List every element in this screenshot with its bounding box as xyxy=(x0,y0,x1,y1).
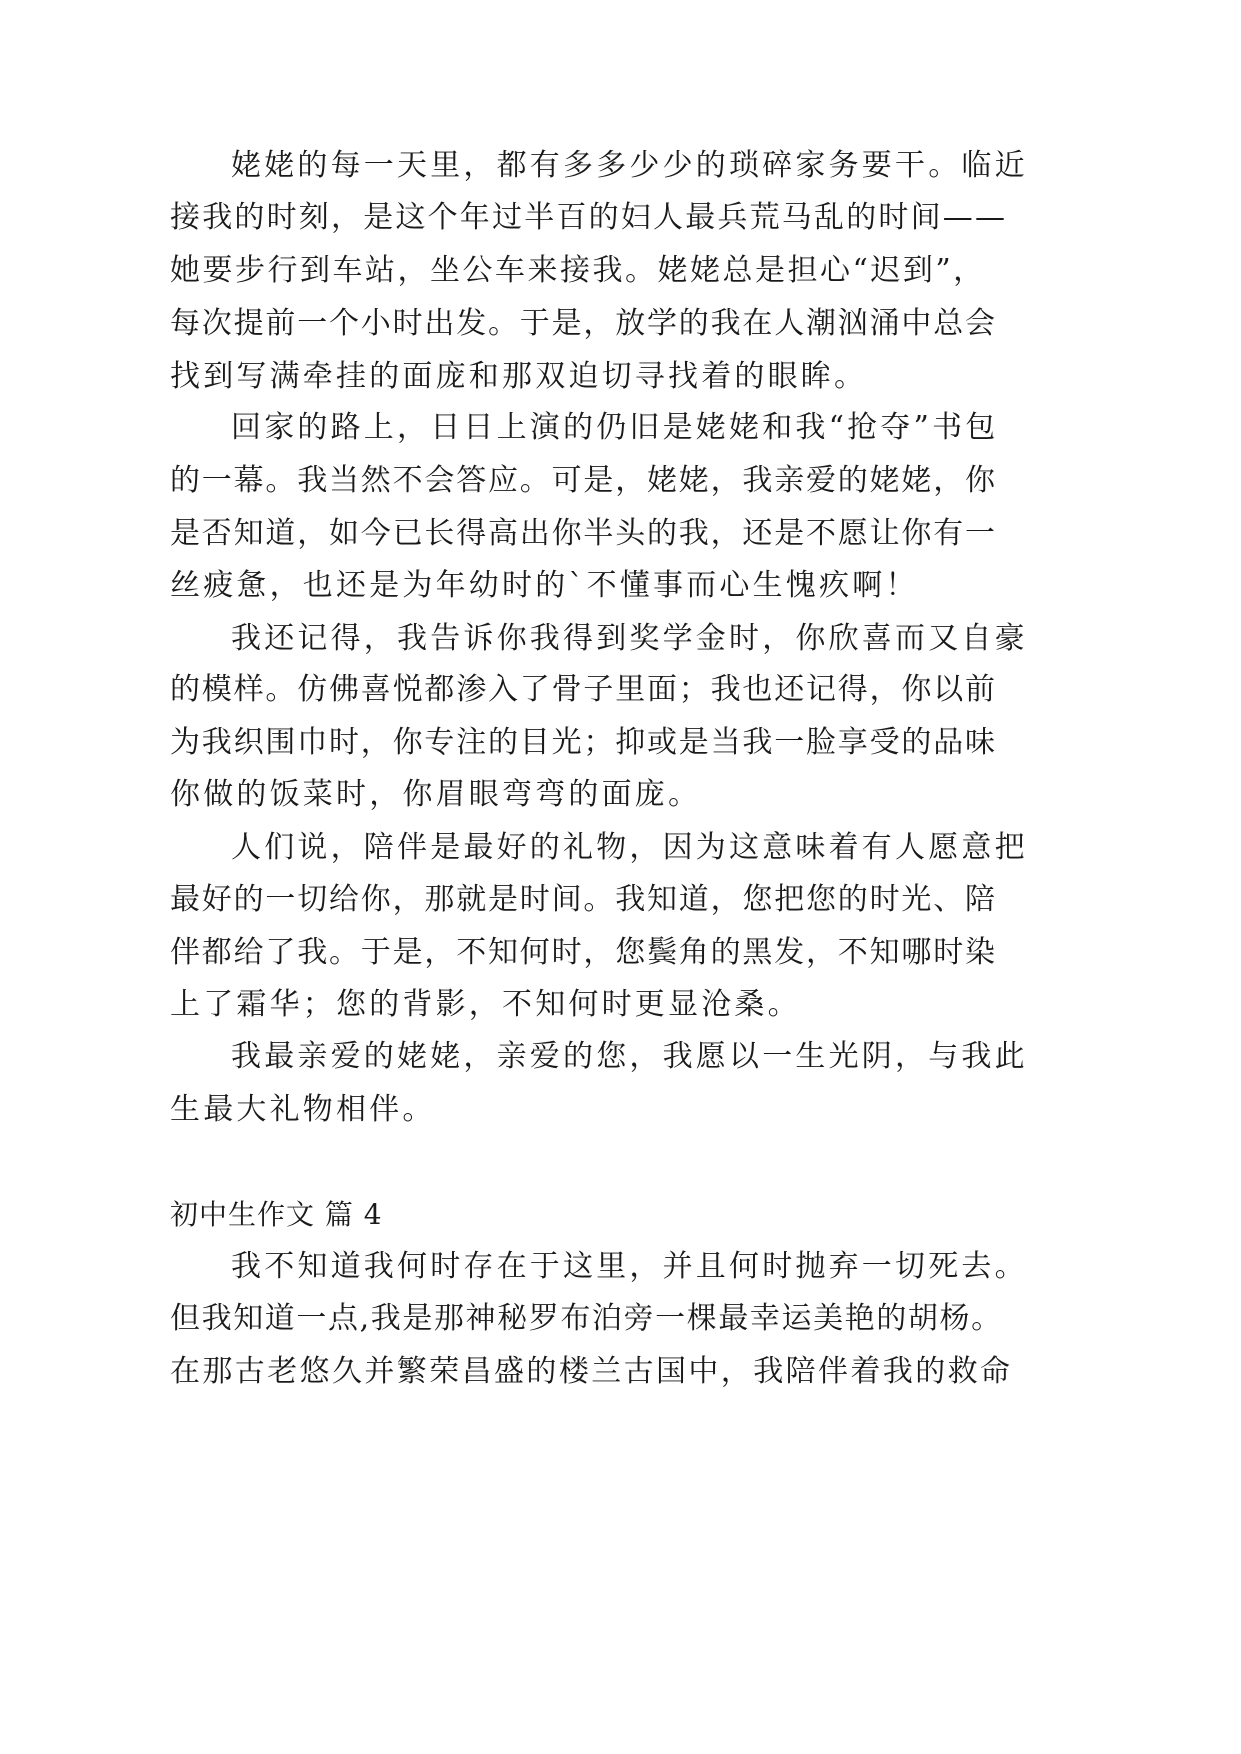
section-heading: 初中生作文 篇 4 xyxy=(170,1198,383,1231)
paragraph-1-line-4: 每次提前一个小时出发。于是，放学的我在人潮汹涌中总会 xyxy=(170,306,997,341)
paragraph-1-line-3: 她要步行到车站，坐公车来接我。姥姥总是担心“迟到”， xyxy=(170,253,986,288)
paragraph-3-line-2: 的模样。仿佛喜悦都渗入了骨子里面；我也还记得，你以前 xyxy=(170,672,997,707)
paragraph-4-line-4: 上了霜华；您的背影，不知何时更显沧桑。 xyxy=(170,987,801,1022)
paragraph-1-line-2: 接我的时刻，是这个年过半百的妇人最兵荒马乱的时间—— xyxy=(170,200,1008,235)
paragraph-2-line-1: 回家的路上，日日上演的仍旧是姥姥和我“抢夺”书包 xyxy=(231,410,999,445)
paragraph-2-line-4: 丝疲惫，也还是为年幼时的`不懂事而心生愧疚啊！ xyxy=(170,568,919,603)
section-paragraph-line-1: 我不知道我何时存在于这里，并且何时抛弃一切死去。 xyxy=(231,1249,1028,1284)
paragraph-5-line-2: 生最大礼物相伴。 xyxy=(170,1092,436,1127)
section-paragraph-line-3: 在那古老悠久并繁荣昌盛的楼兰古国中，我陪伴着我的救命 xyxy=(170,1354,1013,1389)
paragraph-3-line-1: 我还记得，我告诉你我得到奖学金时，你欣喜而又自豪 xyxy=(231,621,1028,656)
paragraph-3-line-4: 你做的饭菜时，你眉眼弯弯的面庞。 xyxy=(170,777,702,812)
paragraph-1-line-5: 找到写满牵挂的面庞和那双迫切寻找着的眼眸。 xyxy=(170,359,868,394)
paragraph-3-line-3: 为我织围巾时，你专注的目光；抑或是当我一脸享受的品味 xyxy=(170,725,997,760)
paragraph-2-line-3: 是否知道，如今已长得高出你半头的我，还是不愿让你有一 xyxy=(170,516,997,551)
paragraph-4-line-3: 伴都给了我。于是，不知何时，您鬓角的黑发，不知哪时染 xyxy=(170,935,997,970)
paragraph-4-line-2: 最好的一切给你，那就是时间。我知道，您把您的时光、陪 xyxy=(170,882,997,917)
paragraph-5-line-1: 我最亲爱的姥姥，亲爱的您，我愿以一生光阴，与我此 xyxy=(231,1039,1028,1074)
paragraph-2-line-2: 的一幕。我当然不会答应。可是，姥姥，我亲爱的姥姥，你 xyxy=(170,463,997,498)
paragraph-4-line-1: 人们说，陪伴是最好的礼物，因为这意味着有人愿意把 xyxy=(231,830,1028,865)
paragraph-1-line-1: 姥姥的每一天里，都有多多少少的琐碎家务要干。临近 xyxy=(231,148,1028,183)
section-paragraph-line-2: 但我知道一点,我是那神秘罗布泊旁一棵最幸运美艳的胡杨。 xyxy=(170,1301,1003,1336)
